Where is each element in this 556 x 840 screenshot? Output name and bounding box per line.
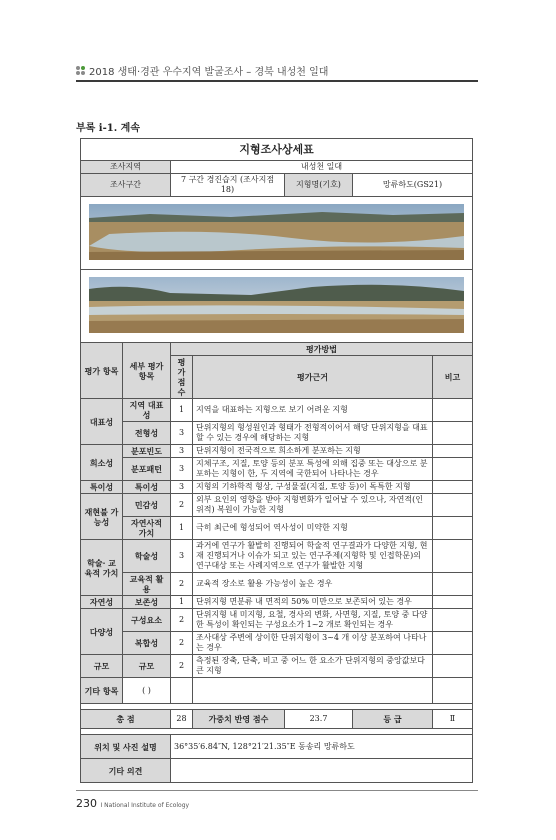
note-cell [433, 632, 473, 655]
note-cell [433, 540, 473, 573]
item-cell: 희소성 [81, 445, 123, 481]
header-dots-icon [76, 66, 85, 75]
note-cell [433, 481, 473, 494]
detail-cell: 분포패턴 [123, 458, 171, 481]
appendix-title: 부록 i-1. 계속 [76, 123, 140, 134]
note-cell [433, 422, 473, 445]
total-row [81, 710, 473, 729]
total-value: 28 [171, 710, 193, 729]
site-value: 내성천 일대 [171, 161, 473, 174]
landform-survey-table [80, 138, 473, 783]
col-header-method: 평가방법 [171, 343, 473, 356]
table-row [81, 540, 473, 573]
detail-cell: 민감성 [123, 494, 171, 517]
note-cell [433, 596, 473, 609]
detail-cell: 구성요소 [123, 609, 171, 632]
basis-cell: 단위지형이 전국적으로 희소하게 분포하는 지형 [193, 445, 433, 458]
table-row [81, 517, 473, 540]
note-cell [433, 399, 473, 422]
footer-rule [76, 790, 478, 791]
detail-cell: 학술성 [123, 540, 171, 573]
running-header [76, 63, 328, 78]
note-cell [433, 573, 473, 596]
score-cell: 3 [171, 445, 193, 458]
sheet-title: 지형조사상세표 [81, 139, 473, 161]
wetland-photo-2 [89, 277, 464, 333]
table-row [81, 445, 473, 458]
table-row [81, 596, 473, 609]
item-cell: 학술· 교육적 가치 [81, 540, 123, 596]
location-label: 위치 및 사진 설명 [81, 735, 171, 759]
basis-cell: 지형의 기하학적 형상, 구성물질(지질, 토양 등)이 독특한 지형 [193, 481, 433, 494]
note-cell [433, 445, 473, 458]
detail-cell: 보존성 [123, 596, 171, 609]
score-cell: 1 [171, 596, 193, 609]
weighted-label: 가중치 반영 점수 [193, 710, 285, 729]
score-cell: 2 [171, 609, 193, 632]
footer-org: I National Institute of Ecology [100, 802, 190, 809]
detail-cell: 전형성 [123, 422, 171, 445]
score-cell: 1 [171, 517, 193, 540]
basis-cell: 단위지형의 형성원인과 형태가 전형적이어서 해당 단위지형을 대표할 수 있는 경우에 해당하는 지형 [193, 422, 433, 445]
basis-cell: 지역을 대표하는 지형으로 보기 어려운 지형 [193, 399, 433, 422]
section-value: 7 구간 경진습지 (조사지점 18) [171, 174, 285, 197]
basis-cell: 측정된 장축, 단축, 비고 중 어느 한 요소가 단위지형의 중앙값보다 큰 지형 [193, 655, 433, 678]
item-cell: 재현불 가능성 [81, 494, 123, 540]
item-cell: 특이성 [81, 481, 123, 494]
score-cell: 2 [171, 655, 193, 678]
detail-cell: 교육적 활용 [123, 573, 171, 596]
table-row [81, 399, 473, 422]
score-cell: 1 [171, 399, 193, 422]
table-row [81, 494, 473, 517]
grade-value: Ⅱ [433, 710, 473, 729]
note-cell [433, 655, 473, 678]
landform-label: 지형명(기호) [285, 174, 353, 197]
basis-cell [193, 678, 433, 704]
basis-cell: 교육적 장소로 활용 가능성이 높은 경우 [193, 573, 433, 596]
section-label: 조사구간 [81, 174, 171, 197]
table-row [81, 609, 473, 632]
basis-cell: 조사대상 주변에 상이한 단위지형이 3~4 개 이상 분포하여 나타나는 경우 [193, 632, 433, 655]
detail-cell: 복합성 [123, 632, 171, 655]
photo-cell-2 [81, 270, 473, 343]
page-number: 230 [76, 797, 97, 810]
item-cell: 규모 [81, 655, 123, 678]
basis-cell: 지체구조, 지질, 토양 등의 분포 특성에 의해 집중 또는 대상으로 분포하는 지형이 한, 두 지역에 국한되어 나타나는 경우 [193, 458, 433, 481]
score-cell: 3 [171, 540, 193, 573]
table-row [81, 573, 473, 596]
basis-cell: 단위지형 내 미지형, 요철, 경사의 변화, 사면형, 지질, 토양 중 다양한 특성이 확인되는 구성요소가 1~2 개로 확인되는 경우 [193, 609, 433, 632]
item-cell: 기타 항목 [81, 678, 123, 704]
score-cell: 2 [171, 632, 193, 655]
weighted-value: 23.7 [285, 710, 353, 729]
score-cell [171, 678, 193, 704]
photo-cell-1 [81, 197, 473, 270]
col-header-note: 비고 [433, 356, 473, 399]
basis-cell: 극히 최근에 형성되어 역사성이 미약한 지형 [193, 517, 433, 540]
location-value: 36°35′6.84″N, 128°21′21.35″E 동송리 망류하도 [171, 735, 473, 759]
other-opinion-value [171, 759, 473, 783]
detail-cell: 자연사적 가치 [123, 517, 171, 540]
note-cell [433, 458, 473, 481]
basis-cell: 외부 요인의 영향을 받아 지형변화가 일어날 수 있으나, 자연적(인위적) 복원이 가능한 지형 [193, 494, 433, 517]
header-rule [76, 80, 478, 82]
note-cell [433, 517, 473, 540]
detail-cell: 규모 [123, 655, 171, 678]
detail-cell: 지역 대표성 [123, 399, 171, 422]
score-cell: 3 [171, 481, 193, 494]
table-row [81, 632, 473, 655]
note-cell [433, 609, 473, 632]
score-cell: 2 [171, 573, 193, 596]
detail-cell: 특이성 [123, 481, 171, 494]
table-row [81, 422, 473, 445]
table-row [81, 655, 473, 678]
table-row [81, 678, 473, 704]
note-cell [433, 678, 473, 704]
col-header-item: 평가 항목 [81, 343, 123, 399]
page-footer [76, 797, 189, 810]
col-header-score: 평가 점수 [171, 356, 193, 399]
wetland-photo-1 [89, 204, 464, 260]
note-cell [433, 494, 473, 517]
basis-cell: 과거에 연구가 활발히 진행되어 학술적 연구결과가 다양한 지형, 현재 진행되거나 이슈가 되고 있는 연구주제(지형학 및 인접학문)의 연구대상 또는 사례지역으로 연구가 활발한 지형 [193, 540, 433, 573]
item-cell: 자연성 [81, 596, 123, 609]
score-cell: 2 [171, 494, 193, 517]
site-label: 조사지역 [81, 161, 171, 174]
col-header-basis: 평가근거 [193, 356, 433, 399]
total-label: 총 점 [81, 710, 171, 729]
score-cell: 3 [171, 458, 193, 481]
other-opinion-label: 기타 의견 [81, 759, 171, 783]
grade-label: 등 급 [353, 710, 433, 729]
running-header-text: 2018 생태·경관 우수지역 발굴조사 – 경북 내성천 일대 [89, 67, 329, 78]
basis-cell: 단위지형 면분류 내 면적의 50% 미만으로 보존되어 있는 경우 [193, 596, 433, 609]
table-row [81, 458, 473, 481]
col-header-detail: 세부 평가항목 [123, 343, 171, 399]
item-cell: 다양성 [81, 609, 123, 655]
table-row [81, 481, 473, 494]
detail-cell: ( ) [123, 678, 171, 704]
detail-cell: 분포빈도 [123, 445, 171, 458]
score-cell: 3 [171, 422, 193, 445]
landform-value: 망류하도(GS21) [353, 174, 473, 197]
item-cell: 대표성 [81, 399, 123, 445]
